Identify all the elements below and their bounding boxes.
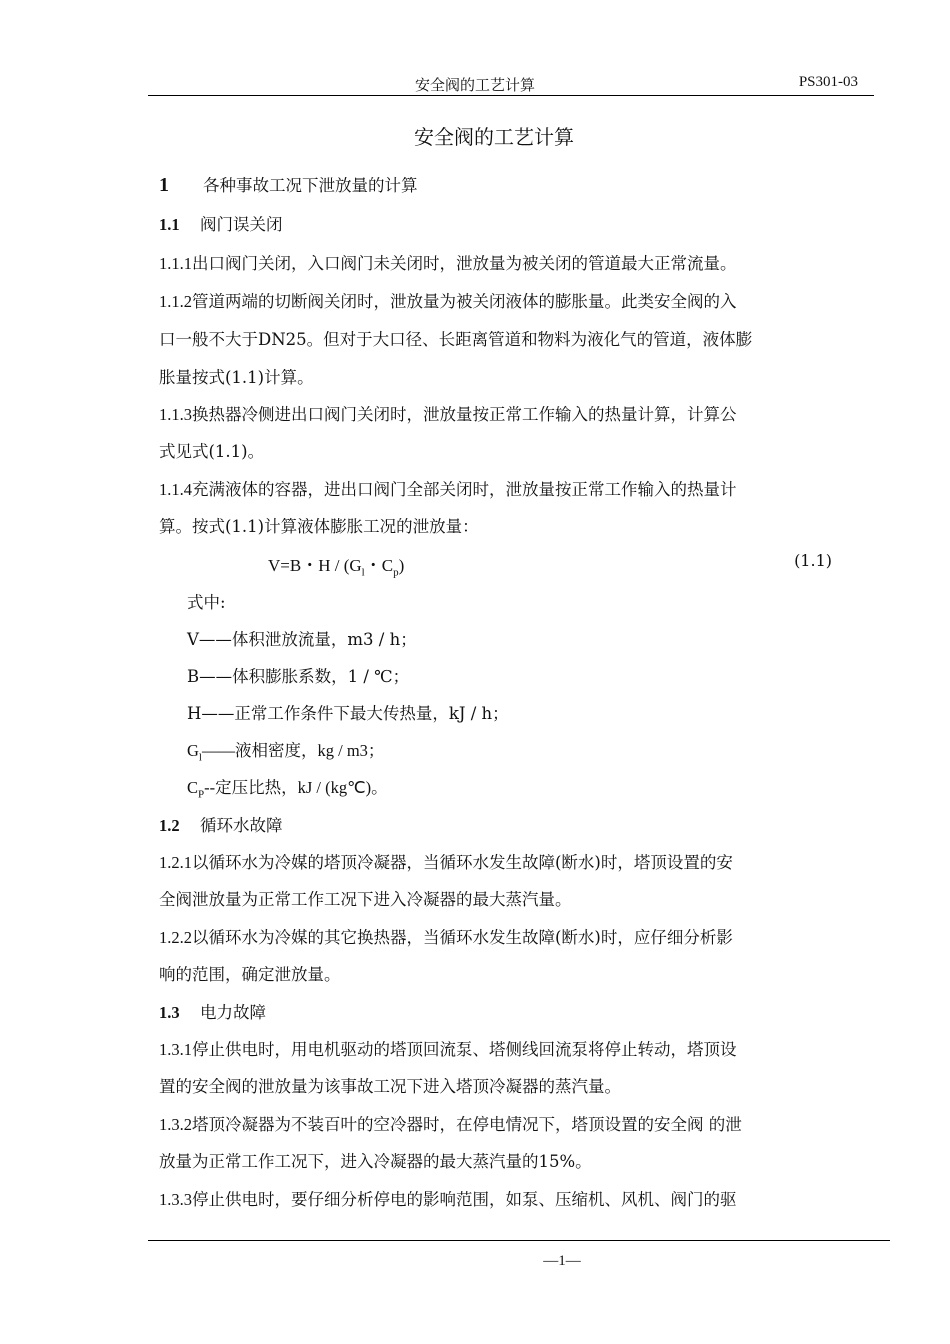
equation-number: (1.1): [794, 551, 832, 570]
clause-number: 1.1.4: [159, 480, 192, 499]
clause-number: 1.3.2: [159, 1115, 192, 1134]
paragraph-1-1-3: [159, 401, 737, 425]
section-title: 阀门误关闭: [200, 215, 283, 234]
section-1-3-heading: [159, 999, 266, 1023]
paragraph-1-1-2: [159, 288, 737, 312]
paragraph-text: 停止供电时，要仔细分析停电的影响范围，如泵、压缩机、风机、阀门的驱: [192, 1190, 737, 1209]
paragraph-1-2-2: [159, 924, 733, 948]
paragraph-text: 置的安全阀的泄放量为该事故工况下进入塔顶冷凝器的蒸汽量。: [159, 1077, 621, 1096]
paragraph-1-3-1: [159, 1036, 737, 1060]
variable-definition-g: $G_l——$液相密度，kg / m3；: [187, 741, 385, 764]
section-title: 电力故障: [200, 1003, 266, 1022]
paragraph-text: 出口阀门关闭，入口阀门未关闭时，泄放量为被关闭的管道最大正常流量。: [192, 254, 737, 273]
paragraph-text: 塔顶冷凝器为不装百叶的空冷器时，在停电情况下，塔顶设置的安全阀 的泄: [192, 1115, 742, 1134]
section-title: 循环水故障: [200, 816, 283, 835]
clause-number: 1.2.2: [159, 928, 192, 947]
paragraph-text: 以循环水为冷媒的其它换热器，当循环水发生故障(断水)时，应仔细分析影: [192, 928, 733, 947]
paragraph-text: 全阀泄放量为正常工作工况下进入冷凝器的最大蒸汽量。: [159, 890, 572, 909]
section-1-2-heading: [159, 812, 283, 836]
document-title: 安全阀的工艺计算: [414, 125, 574, 149]
section-number: 1: [159, 174, 169, 196]
paragraph-1-1-4: [159, 476, 737, 500]
paragraph-1-3-2: [159, 1111, 742, 1135]
paragraph-text: 式见式(1.1)。: [159, 442, 265, 461]
paragraph-text: 放量为正常工作工况下，进入冷凝器的最大蒸汽量的15%。: [159, 1152, 592, 1171]
clause-number: 1.3.1: [159, 1040, 192, 1059]
variable-definition-v: V——体积泄放流量，m3 / h；: [187, 630, 417, 649]
paragraph-text: 停止供电时，用电机驱动的塔顶回流泵、塔侧线回流泵将停止转动，塔顶设: [192, 1040, 737, 1059]
paragraph-text: 算。按式(1.1)计算液体膨胀工况的泄放量：: [159, 517, 479, 536]
where-intro: 式中:: [187, 593, 226, 612]
clause-number: 1.2.1: [159, 853, 192, 872]
clause-number: 1.1.2: [159, 292, 192, 311]
section-1-heading: [159, 172, 418, 197]
running-header-title: 安全阀的工艺计算: [414, 76, 535, 94]
paragraph-text: 胀量按式(1.1)计算。: [159, 368, 314, 387]
paragraph-1-3-3: [159, 1186, 737, 1210]
section-title: 各种事故工况下泄放量的计算: [203, 176, 418, 195]
section-number: 1.2: [159, 816, 180, 835]
paragraph-text: 响的范围，确定泄放量。: [159, 965, 341, 984]
header-rule: [148, 95, 874, 96]
variable-definition-h: H——正常工作条件下最大传热量，kJ / h；: [187, 704, 509, 723]
footer-rule: [148, 1240, 890, 1241]
paragraph-text: 以循环水为冷媒的塔顶冷凝器，当循环水发生故障(断水)时，塔顶设置的安: [192, 853, 733, 872]
paragraph-text: 管道两端的切断阀关闭时，泄放量为被关闭液体的膨胀量。此类安全阀的入: [192, 292, 737, 311]
paragraph-text: 换热器冷侧进出口阀门关闭时，泄放量按正常工作输入的热量计算，计算公: [192, 405, 737, 424]
section-number: 1.3: [159, 1003, 180, 1022]
page-number: —1—: [543, 1253, 581, 1269]
paragraph-1-2-1: [159, 849, 733, 873]
clause-number: 1.3.3: [159, 1190, 192, 1209]
document-code: PS301-03: [798, 74, 858, 90]
clause-number: 1.1.1: [159, 254, 192, 273]
paragraph-1-1-1: [159, 250, 737, 274]
paragraph-text: 充满液体的容器，进出口阀门全部关闭时，泄放量按正常工作输入的热量计: [192, 480, 737, 499]
clause-number: 1.1.3: [159, 405, 192, 424]
section-1-1-heading: [159, 211, 283, 235]
paragraph-text: 口一般不大于DN25。但对于大口径、长距离管道和物料为液化气的管道，液体膨: [159, 330, 753, 349]
variable-definition-c: $C_P--$定压比热，kJ / (kg℃)。: [187, 778, 388, 801]
formula-1-1: V=B・H / ($G_l$・$C_p$): [268, 556, 405, 579]
section-number: 1.1: [159, 215, 180, 234]
variable-definition-b: B——体积膨胀系数，1 / ℃；: [187, 667, 410, 686]
